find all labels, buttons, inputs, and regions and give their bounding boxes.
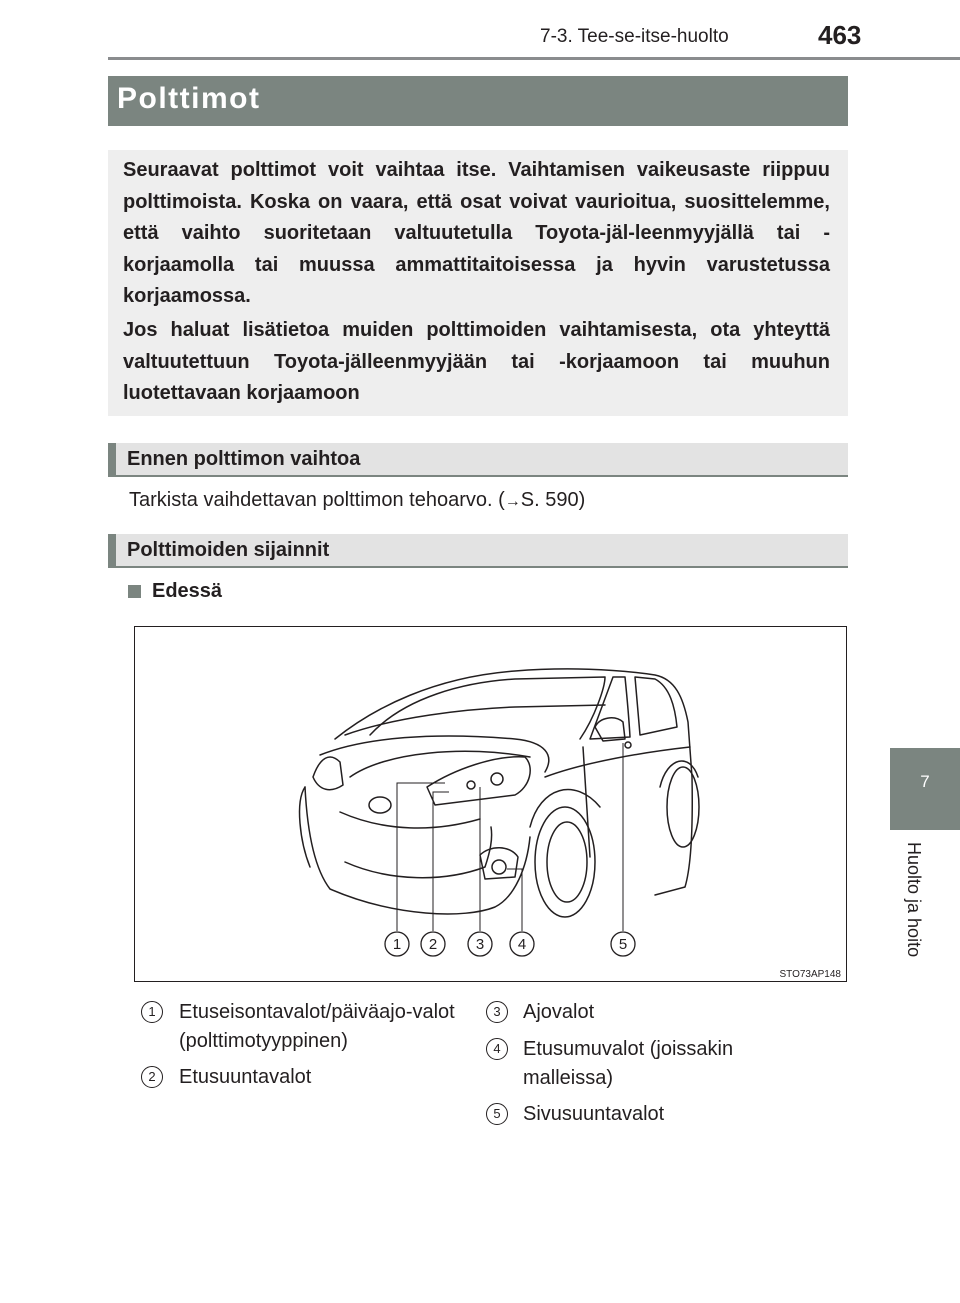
header-divider bbox=[108, 57, 960, 60]
legend-text-4: Etusumuvalot (joissakin malleissa) bbox=[523, 1038, 734, 1089]
legend-text-1: Etuseisontavalot/päiväajo-valot (polttimotyyppinen) bbox=[179, 1001, 455, 1052]
legend-number-1: 1 bbox=[141, 1001, 163, 1023]
instruction-text: Tarkista vaihdettavan polttimon tehoarvo. ( bbox=[129, 489, 505, 511]
rear-wheel bbox=[667, 767, 699, 847]
callout-3: 3 bbox=[475, 936, 485, 953]
callout-5: 5 bbox=[618, 936, 628, 953]
front-wheel bbox=[535, 807, 595, 917]
page-number: 463 bbox=[818, 20, 862, 50]
figure-code: STO73AP148 bbox=[779, 969, 841, 980]
front-wheel-arch bbox=[530, 790, 600, 827]
legend-text-3: Ajovalot bbox=[523, 1001, 595, 1023]
legend-number-4: 4 bbox=[486, 1038, 508, 1060]
page-title: Polttimot bbox=[117, 82, 261, 115]
car-roof-line bbox=[345, 705, 605, 735]
side-character-line bbox=[545, 747, 690, 777]
side-window-rear bbox=[635, 677, 677, 735]
car-body-outline bbox=[335, 669, 692, 895]
legend-text-2: Etusuuntavalot bbox=[179, 1066, 312, 1088]
reference-arrow-icon: → bbox=[504, 493, 521, 510]
legend-number-5: 5 bbox=[486, 1103, 508, 1125]
chapter-title: Huolto ja hoito bbox=[904, 842, 924, 958]
headlight-bulb-right bbox=[491, 773, 503, 785]
car-front-illustration bbox=[134, 626, 847, 982]
front-wheel-rim bbox=[547, 822, 587, 902]
page-reference[interactable]: S. 590) bbox=[520, 489, 586, 511]
legend-text-5: Sivusuuntavalot bbox=[523, 1103, 665, 1125]
wattage-check-instruction bbox=[129, 489, 585, 512]
legend-number-3: 3 bbox=[486, 1001, 508, 1023]
section-breadcrumb: 7-3. Tee-se-itse-huolto bbox=[540, 26, 729, 47]
headlight-right bbox=[427, 757, 530, 805]
hood-crease bbox=[350, 751, 530, 777]
emblem bbox=[369, 797, 391, 813]
bullet-square-icon bbox=[128, 585, 141, 598]
headlight-bulb-inner bbox=[467, 781, 475, 789]
chapter-number: 7 bbox=[920, 772, 930, 791]
intro-paragraph-2: Jos haluat lisätietoa muiden polttimoiden vaihtamisesta, ota yhteyttä valtuutettuun Toyota-jälleenmyyjään tai -korjaamoon tai muuhun luotettavaan korjaamoon bbox=[123, 319, 830, 405]
side-turn-signal bbox=[625, 742, 631, 748]
front-fascia bbox=[305, 787, 530, 914]
section-heading-before-replacement: Ennen polttimon vaihtoa bbox=[127, 448, 361, 470]
section-heading-bulb-locations: Polttimoiden sijainnit bbox=[127, 539, 330, 561]
front-grille-upper bbox=[340, 812, 480, 828]
car-illustration-svg bbox=[135, 627, 848, 983]
callout-1: 1 bbox=[392, 936, 402, 953]
fog-lamp bbox=[492, 860, 506, 874]
headlight-left bbox=[313, 757, 343, 790]
callout-2: 2 bbox=[428, 936, 438, 953]
intro-paragraph-1: Seuraavat polttimot voit vaihtaa itse. Vaihtamisen vaikeusaste riippuu polttimoista. Koska on vaara, että osat voivat vaurioitua, suosittelemme, että vaihto suoritetaan valtuutetulla Toyota-jäl-leenmyyjällä tai -korjaamolla tai muussa ammattitaitoisessa ja hyvin varustetussa korjaamossa. bbox=[123, 159, 830, 308]
subheading-front: Edessä bbox=[152, 580, 223, 602]
legend-number-2: 2 bbox=[141, 1066, 163, 1088]
leader-line-2 bbox=[433, 792, 449, 931]
callout-4: 4 bbox=[517, 936, 527, 953]
front-grille-lower bbox=[345, 827, 492, 878]
